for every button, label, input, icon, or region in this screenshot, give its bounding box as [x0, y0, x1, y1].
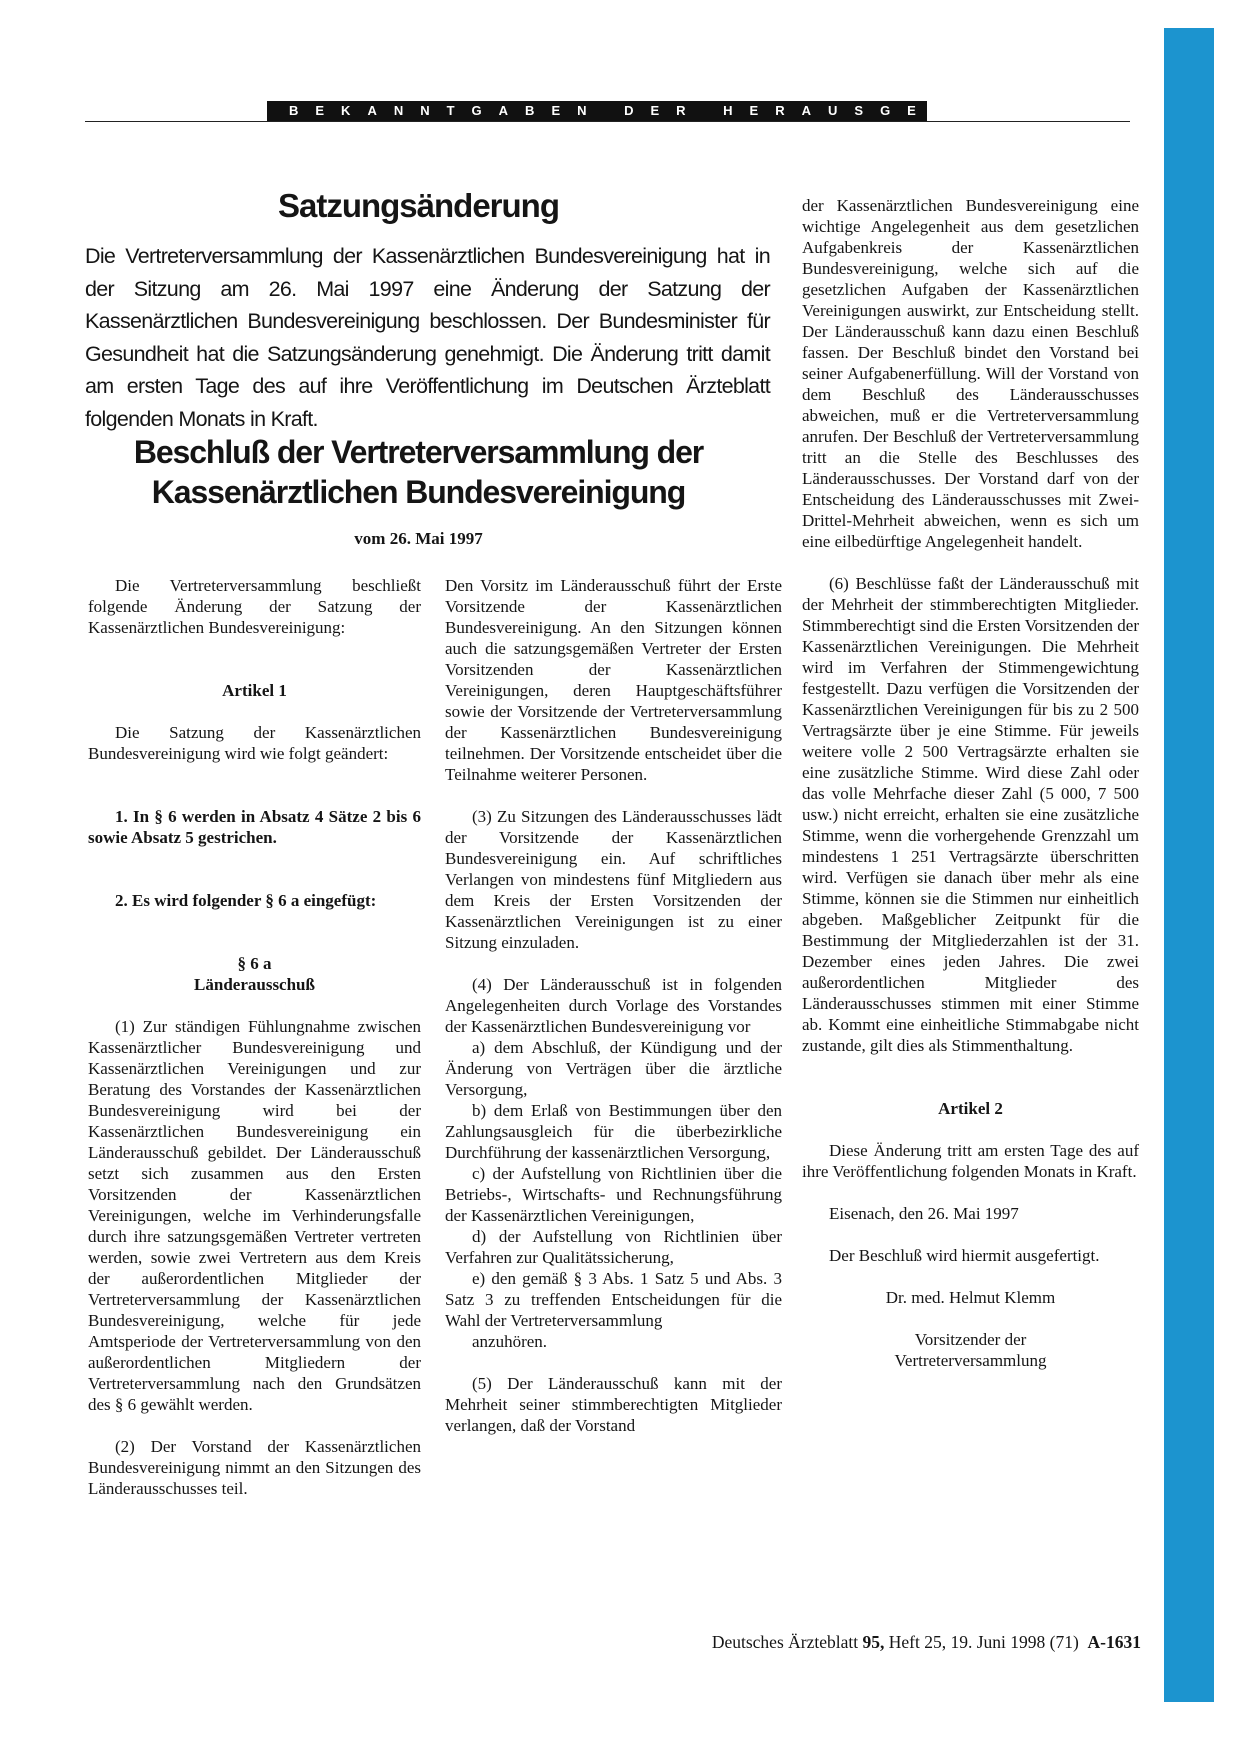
amendment-item-1: 1. In § 6 werden in Absatz 4 Sätze 2 bis 6 sowie Absatz 5 gestrichen.	[88, 807, 421, 847]
journal-volume: 95,	[862, 1632, 885, 1652]
journal-issue: Heft 25, 19. Juni 1998 (71)	[888, 1632, 1079, 1652]
sidebar-color-bar	[1164, 28, 1214, 1702]
journal-name: Deutsches Ärzteblatt	[711, 1632, 859, 1652]
paragraph-5-start: (5) Der Länderausschuß kann mit der Mehrheit seiner stimmberechtigten Mitglieder verlangen, daß der Vorstand	[445, 1374, 782, 1435]
resolution-title-line1: Beschluß der Vertreterversammlung der	[133, 434, 704, 470]
paragraph-5-continued: der Kassenärztlichen Bundesvereinigung eine wichtige Angelegenheit aus dem gesetzlichen Aufgabenkreis der Kassenärztlichen Bundesvereinigung, welche sich auf die gesetzlichen Aufgaben der Kassenärztlichen Vereinigungen auswirkt, zur Entscheidung stellt. Der Länderausschuß kann dazu einen Beschluß fassen. Der Beschluß bindet den Vorstand bei seiner Aufgabenerfüllung. Will der Vorstand von dem Beschluß des Länderausschusses abweichen, muß er die Vertreterversammlung anrufen. Der Beschluß der Vertreterversammlung tritt an die Stelle des Beschlusses des Länderausschusses. Der Vorstand darf von der Entscheidung des Länderausschusses mit Zwei-Drittel-Mehrheit abweichen, wenn es sich um eine eilbedürftige Angelegenheit handelt.	[802, 196, 1139, 551]
list-item-e: e) den gemäß § 3 Abs. 1 Satz 5 und Abs. 3 Satz 3 zu treffenden Entscheidungen für die Wahl der Vertreterversammlung	[445, 1269, 782, 1330]
page-footer	[600, 1631, 1141, 1653]
lead-paragraph: Die Vertreterversammlung der Kassenärztlichen Bundesvereinigung hat in der Sitzung am 26. Mai 1997 eine Änderung der Satzung der Kassenärztlichen Bundesvereinigung beschlossen. Der Bundesminister für Gesundheit hat die Satzungsänderung genehmigt. Die Änderung tritt damit am ersten Tage des auf ihre Veröffentlichung im Deutschen Ärzteblatt folgenden Monats in Kraft.	[85, 244, 770, 431]
column-3	[802, 195, 1139, 1371]
paragraph-2-start: (2) Der Vorstand der Kassenärztlichen Bundesvereinigung nimmt an den Sitzungen des Länderausschusses teil.	[88, 1437, 421, 1498]
page-title: Satzungsänderung	[277, 187, 560, 224]
column-1	[88, 575, 421, 1499]
paragraph-3: (3) Zu Sitzungen des Länderausschusses lädt der Vorsitzende der Kassenärztlichen Bundesvereinigung ein. Auf schriftliches Verlangen von mindestens fünf Mitgliedern aus dem Kreis der Ersten Vorsitzenden der Kassenärztlichen Vereinigungen ist zu einer Sitzung einzuladen.	[445, 807, 782, 952]
resolution-date: vom 26. Mai 1997	[354, 529, 483, 548]
intro-paragraph: Die Vertreterversammlung beschließt folgende Änderung der Satzung der Kassenärztlichen Bundesvereinigung:	[88, 576, 421, 637]
signatory-role-line2: Vertreterversammlung	[894, 1351, 1047, 1370]
paragraph-1: (1) Zur ständigen Fühlungnahme zwischen Kassenärztlicher Bundesvereinigung und Kassenärztlichen Vereinigungen und zur Beratung des Vorstandes der Kassenärztlichen Bundesvereinigung wird bei der Kassenärztlichen Bundesvereinigung ein Länderausschuß gebildet. Der Länderausschuß setzt sich zusammen aus den Ersten Vorsitzenden der Kassenärztlichen Vereinigungen, welche im Verhinderungsfalle durch ihre satzungsgemäßen Vertreter vertreten werden, sowie zwei Vertretern aus dem Kreis der außerordentlichen Mitglieder der Vertreterversammlung der Kassenärztlichen Bundesvereinigung, welche für jede Amtsperiode der Vertreterversammlung von den außerordentlichen Mitgliedern der Vertreterversammlung nach den Grundsätzen des § 6 gewählt werden.	[88, 1017, 421, 1414]
section-header-band: BEKANNTGABEN DER HERAUSGEBER	[267, 101, 927, 121]
paragraph-4: (4) Der Länderausschuß ist in folgenden Angelegenheiten durch Vorlage des Vorstandes der Kassenärztlichen Bundesvereinigung vor	[445, 975, 782, 1036]
execution-note: Der Beschluß wird hiermit ausgefertigt.	[829, 1246, 1100, 1265]
list-item-b: b) dem Erlaß von Bestimmungen über den Zahlungsausgleich für die überbezirkliche Durchführung der kassenärztlichen Versorgung,	[445, 1101, 782, 1162]
signatory-role-line1: Vorsitzender der	[914, 1330, 1027, 1349]
paragraph-2-continued: Den Vorsitz im Länderausschuß führt der Erste Vorsitzende der Kassenärztlichen Bundesvereinigung. An den Sitzungen können auch die satzungsgemäßen Vertreter der Ersten Vorsitzenden der Kassenärztlichen Vereinigungen, deren Hauptgeschäftsführer sowie der Vorsitzende der Vertreterversammlung der Kassenärztlichen Bundesvereinigung teilnehmen. Der Vorsitzende entscheidet über die Teilnahme weiterer Personen.	[445, 576, 782, 784]
paragraph-6: (6) Beschlüsse faßt der Länderausschuß mit der Mehrheit der stimmberechtigten Mitglieder. Stimmberechtigt sind die Ersten Vorsitzenden der Kassenärztlichen Vereinigungen. Die Mehrheit wird im Verfahren der Stimmengewichtung festgestellt. Dazu verfügen die Vorsitzenden der Kassenärztlichen Vereinigungen für bis zu 2 500 Vertragsärzte über je eine Stimme. Für jeweils weitere volle 2 500 Vertragsärzte erhalten sie eine zusätzliche Stimme. Wird diese Zahl oder das volle Mehrfache dieser Zahl (5 000, 7 500 usw.) nicht erreicht, erhalten sie eine zusätzliche Stimme, wenn die vorhergehende Grenzzahl um mindestens 1 251 Vertragsärzte überschritten wird. Verfügen sie danach über mehr als eine Stimme, können sie die Stimmen nur einheitlich abgeben. Maßgeblicher Zeitpunkt für die Bestimmung der Mitgliederzahlen ist der 31. Dezember eines jeden Jahres. Die zwei außerordentlichen Mitglieder des Länderausschusses stimmen mit einer Stimme ab. Kommt eine einheitliche Stimmabgabe nicht zustande, gilt dies als Stimmenthaltung.	[802, 574, 1139, 1055]
artikel-1-text: Die Satzung der Kassenärztlichen Bundesvereinigung wird wie folgt geändert:	[88, 723, 421, 763]
hearing-clause: anzuhören.	[472, 1332, 548, 1351]
resolution-title-line2: Kassenärztlichen Bundesvereinigung	[151, 474, 686, 510]
list-item-d: d) der Aufstellung von Richtlinien über Verfahren zur Qualitätssicherung,	[445, 1227, 782, 1267]
artikel-2-text: Diese Änderung tritt am ersten Tage des auf ihre Veröffentlichung folgenden Monats in Kraft.	[802, 1141, 1139, 1181]
list-item-a: a) dem Abschluß, der Kündigung und der Änderung von Verträgen über die ärztliche Versorgung,	[445, 1038, 782, 1099]
header-rule	[85, 121, 1130, 122]
section-number: § 6 a	[237, 954, 272, 973]
artikel-2-heading: Artikel 2	[938, 1099, 1003, 1118]
place-and-date: Eisenach, den 26. Mai 1997	[829, 1204, 1019, 1223]
artikel-1-heading: Artikel 1	[222, 681, 287, 700]
signatory-name: Dr. med. Helmut Klemm	[885, 1288, 1056, 1307]
amendment-item-2: 2. Es wird folgender § 6 a eingefügt:	[115, 891, 377, 910]
list-item-c: c) der Aufstellung von Richtlinien über die Betriebs-, Wirtschafts- und Rechnungsführung der Kassenärztlichen Vereinigungen,	[445, 1164, 782, 1225]
column-2	[445, 575, 782, 1436]
section-title: Länderausschuß	[194, 975, 315, 994]
resolution-title	[85, 432, 752, 512]
page-number: A-1631	[1087, 1632, 1141, 1652]
